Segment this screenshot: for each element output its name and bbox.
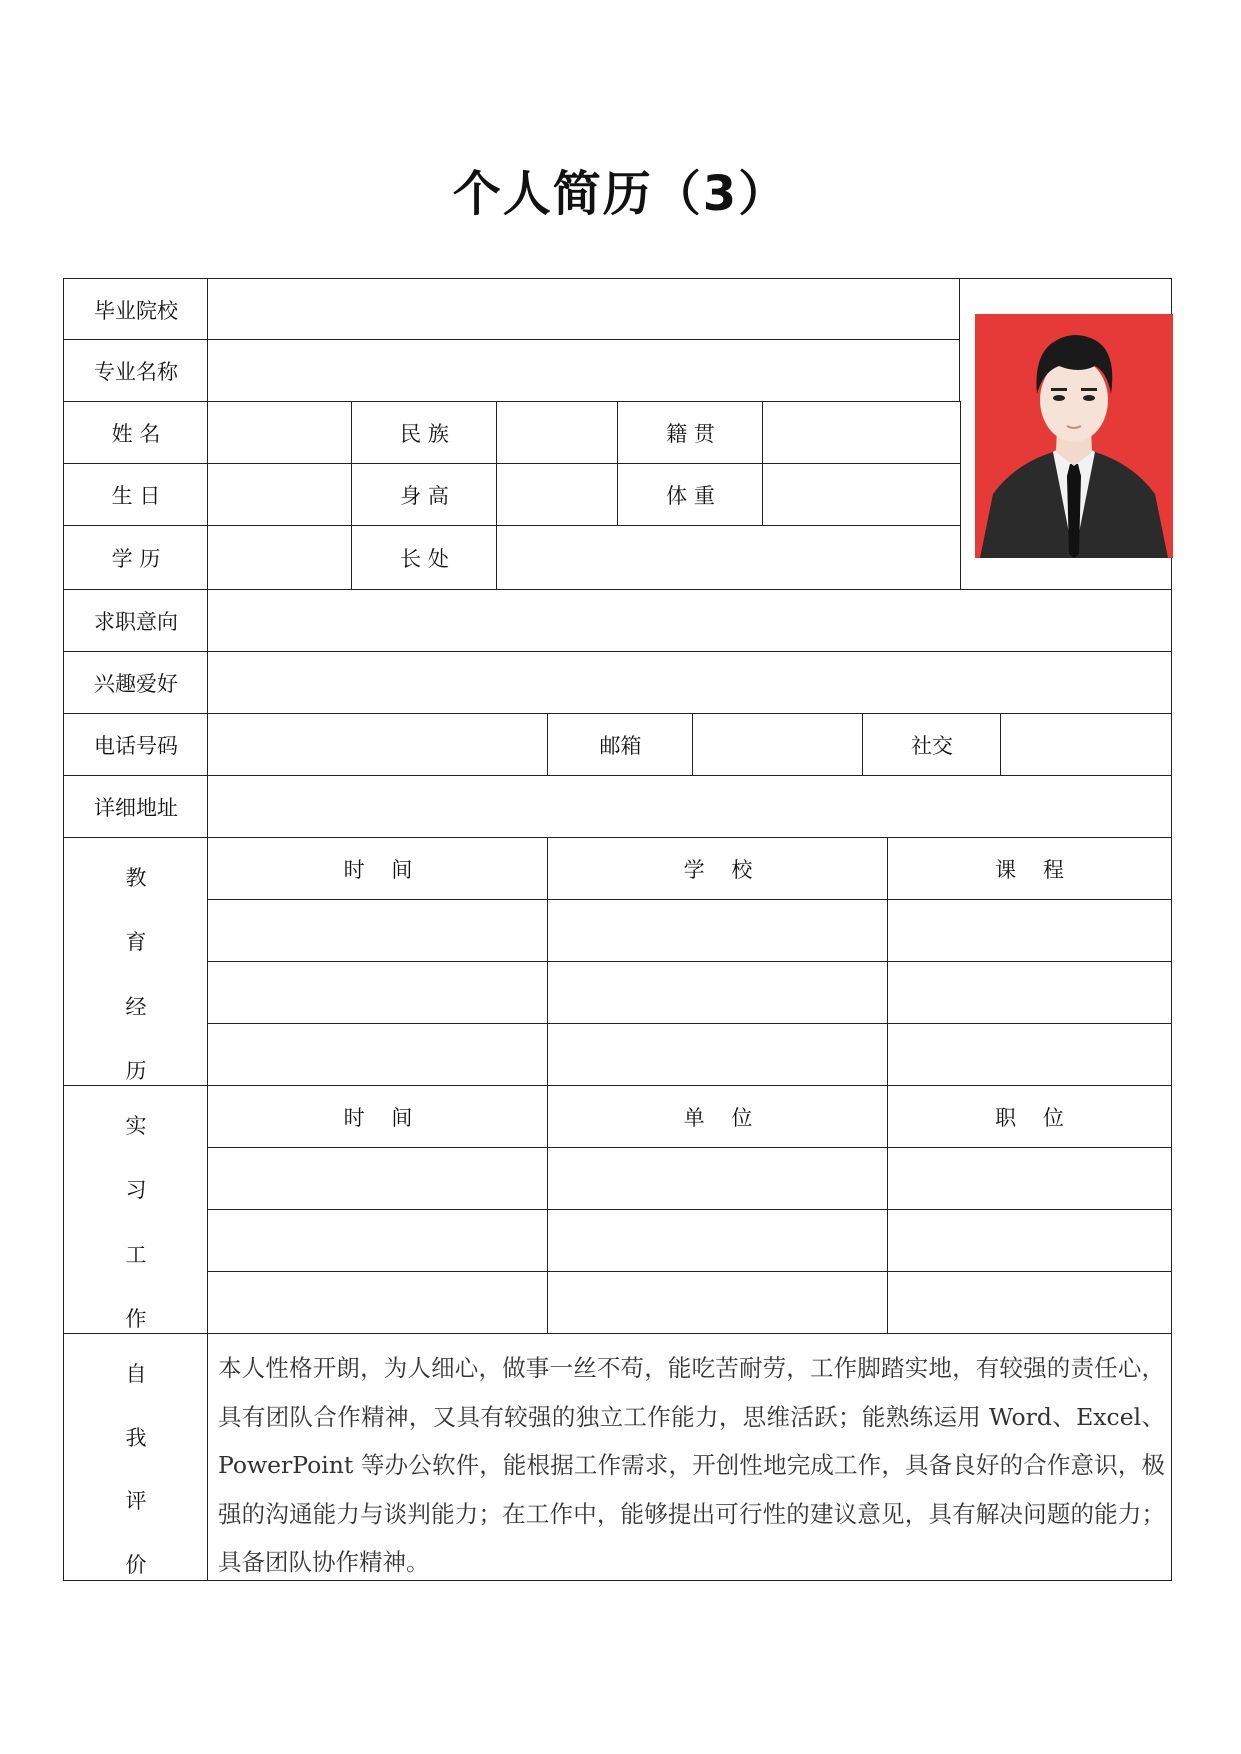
evaluation-label-char: 自 [125,1362,147,1386]
education-cell[interactable] [547,899,889,963]
field-school[interactable] [207,278,961,341]
label-education: 学 历 [63,525,209,591]
internship-label-char: 实 [125,1114,147,1138]
profile-photo [975,314,1173,558]
internship-cell[interactable] [887,1271,1172,1335]
field-objective[interactable] [207,589,1172,653]
label-phone: 电话号码 [63,713,209,777]
internship-header-position: 职 位 [887,1085,1172,1149]
internship-cell[interactable] [547,1271,889,1335]
education-header-time: 时 间 [207,837,549,901]
education-label-char: 教 [125,866,147,890]
internship-cell[interactable] [547,1209,889,1273]
internship-cell[interactable] [207,1209,549,1273]
internship-section-label [63,1085,209,1335]
label-birth: 生 日 [63,463,209,527]
field-birth[interactable] [207,463,353,527]
label-weight: 体 重 [617,463,764,527]
self-evaluation-text: 本人性格开朗，为人细心，做事一丝不苟，能吃苦耐劳，工作脚踏实地，有较强的责任心，具有团队合作精神，又具有较强的独立工作能力，思维活跃；能熟练运用 Word、Excel、PowerPoint 等办公软件，能根据工作需求，开创性地完成工作，具备良好的合作意识，极强的沟通能力与谈判能力；在工作中，能够提出可行性的建议意见，具有解决问题的能力；具备团队协作精神。 [207,1333,1172,1581]
field-strength[interactable] [496,525,961,591]
field-origin[interactable] [762,401,961,465]
internship-label-char: 作 [125,1306,147,1331]
label-email: 邮箱 [547,713,694,777]
evaluation-section-label [63,1333,209,1581]
education-cell[interactable] [887,899,1172,963]
education-cell[interactable] [887,1023,1172,1087]
label-objective: 求职意向 [63,589,209,653]
evaluation-label-char: 我 [125,1425,147,1450]
internship-label-char: 工 [125,1242,147,1267]
field-weight[interactable] [762,463,961,527]
field-address[interactable] [207,775,1172,839]
field-email[interactable] [692,713,864,777]
label-name: 姓 名 [63,401,209,465]
internship-cell[interactable] [887,1147,1172,1211]
label-ethnicity: 民 族 [351,401,498,465]
education-section-label [63,837,209,1087]
internship-cell[interactable] [207,1147,549,1211]
label-address: 详细地址 [63,775,209,839]
label-school: 毕业院校 [63,278,209,341]
education-cell[interactable] [207,899,549,963]
internship-cell[interactable] [547,1147,889,1211]
field-height[interactable] [496,463,619,527]
education-header-school: 学 校 [547,837,889,901]
evaluation-label-char: 评 [125,1489,147,1514]
education-header-course: 课 程 [887,837,1172,901]
label-origin: 籍 贯 [617,401,764,465]
education-label-char: 育 [125,930,147,955]
internship-cell[interactable] [207,1271,549,1335]
education-cell[interactable] [887,961,1172,1025]
label-social: 社交 [862,713,1002,777]
page-title: 个人简历（3） [452,166,789,222]
internship-header-company: 单 位 [547,1085,889,1149]
education-cell[interactable] [207,961,549,1025]
internship-header-time: 时 间 [207,1085,549,1149]
label-strength: 长 处 [351,525,498,591]
education-cell[interactable] [547,961,889,1025]
education-label-char: 经 [125,994,147,1019]
label-height: 身 高 [351,463,498,527]
field-name[interactable] [207,401,353,465]
field-phone[interactable] [207,713,549,777]
field-major[interactable] [207,339,961,403]
label-hobby: 兴趣爱好 [63,651,209,715]
field-social[interactable] [1000,713,1172,777]
education-cell[interactable] [547,1023,889,1087]
label-major: 专业名称 [63,339,209,403]
field-education[interactable] [207,525,353,591]
field-ethnicity[interactable] [496,401,619,465]
field-hobby[interactable] [207,651,1172,715]
evaluation-label-char: 价 [125,1552,147,1577]
education-cell[interactable] [207,1023,549,1087]
internship-cell[interactable] [887,1209,1172,1273]
education-label-char: 历 [125,1058,147,1083]
internship-label-char: 习 [125,1178,147,1203]
